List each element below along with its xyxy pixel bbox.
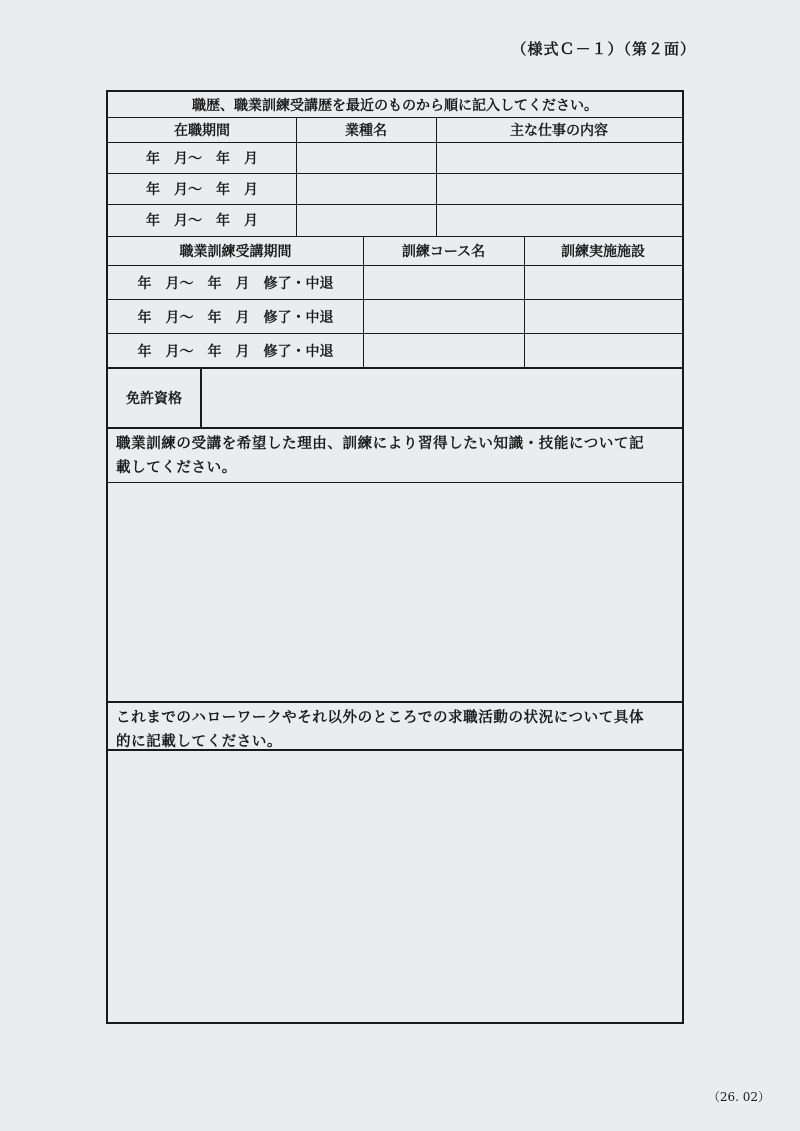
career-row-2-period[interactable]: 年 月～ 年 月 bbox=[146, 182, 258, 198]
license-input[interactable] bbox=[202, 369, 682, 427]
reason-prompt: 職業訓練の受講を希望した理由、訓練により習得したい知識・技能について記 載してください。 bbox=[116, 436, 645, 476]
career-row-3-period[interactable]: 年 月～ 年 月 bbox=[146, 213, 258, 229]
training-row-1-period[interactable]: 年 月～ 年 月 修了・中退 bbox=[137, 275, 334, 292]
form-number-label: （様式Ｃ－１）（第２面） bbox=[511, 40, 696, 58]
col-header-employment-period: 在職期間 bbox=[174, 123, 230, 139]
col-header-job-content: 主な仕事の内容 bbox=[510, 123, 608, 139]
career-row-1-period[interactable]: 年 月～ 年 月 bbox=[146, 151, 258, 167]
career-section-title: 職歴、職業訓練受講歴を最近のものから順に記入してください。 bbox=[192, 98, 598, 114]
revision-code: （26. 02） bbox=[707, 1090, 770, 1104]
reason-input-area[interactable] bbox=[108, 483, 682, 701]
col-header-course-name: 訓練コース名 bbox=[401, 244, 486, 260]
job-search-prompt: これまでのハローワークやそれ以外のところでの求職活動の状況について具体 的に記載してください。 bbox=[116, 710, 645, 750]
col-header-training-facility: 訓練実施施設 bbox=[561, 244, 645, 260]
training-row-2-period[interactable]: 年 月～ 年 月 修了・中退 bbox=[137, 309, 334, 326]
application-form bbox=[106, 90, 684, 1024]
col-header-training-period: 職業訓練受講期間 bbox=[179, 244, 292, 260]
job-search-input-area[interactable] bbox=[108, 751, 682, 1022]
col-header-industry: 業種名 bbox=[345, 123, 387, 139]
training-row-3-period[interactable]: 年 月～ 年 月 修了・中退 bbox=[137, 343, 334, 360]
license-label: 免許資格 bbox=[126, 391, 182, 407]
